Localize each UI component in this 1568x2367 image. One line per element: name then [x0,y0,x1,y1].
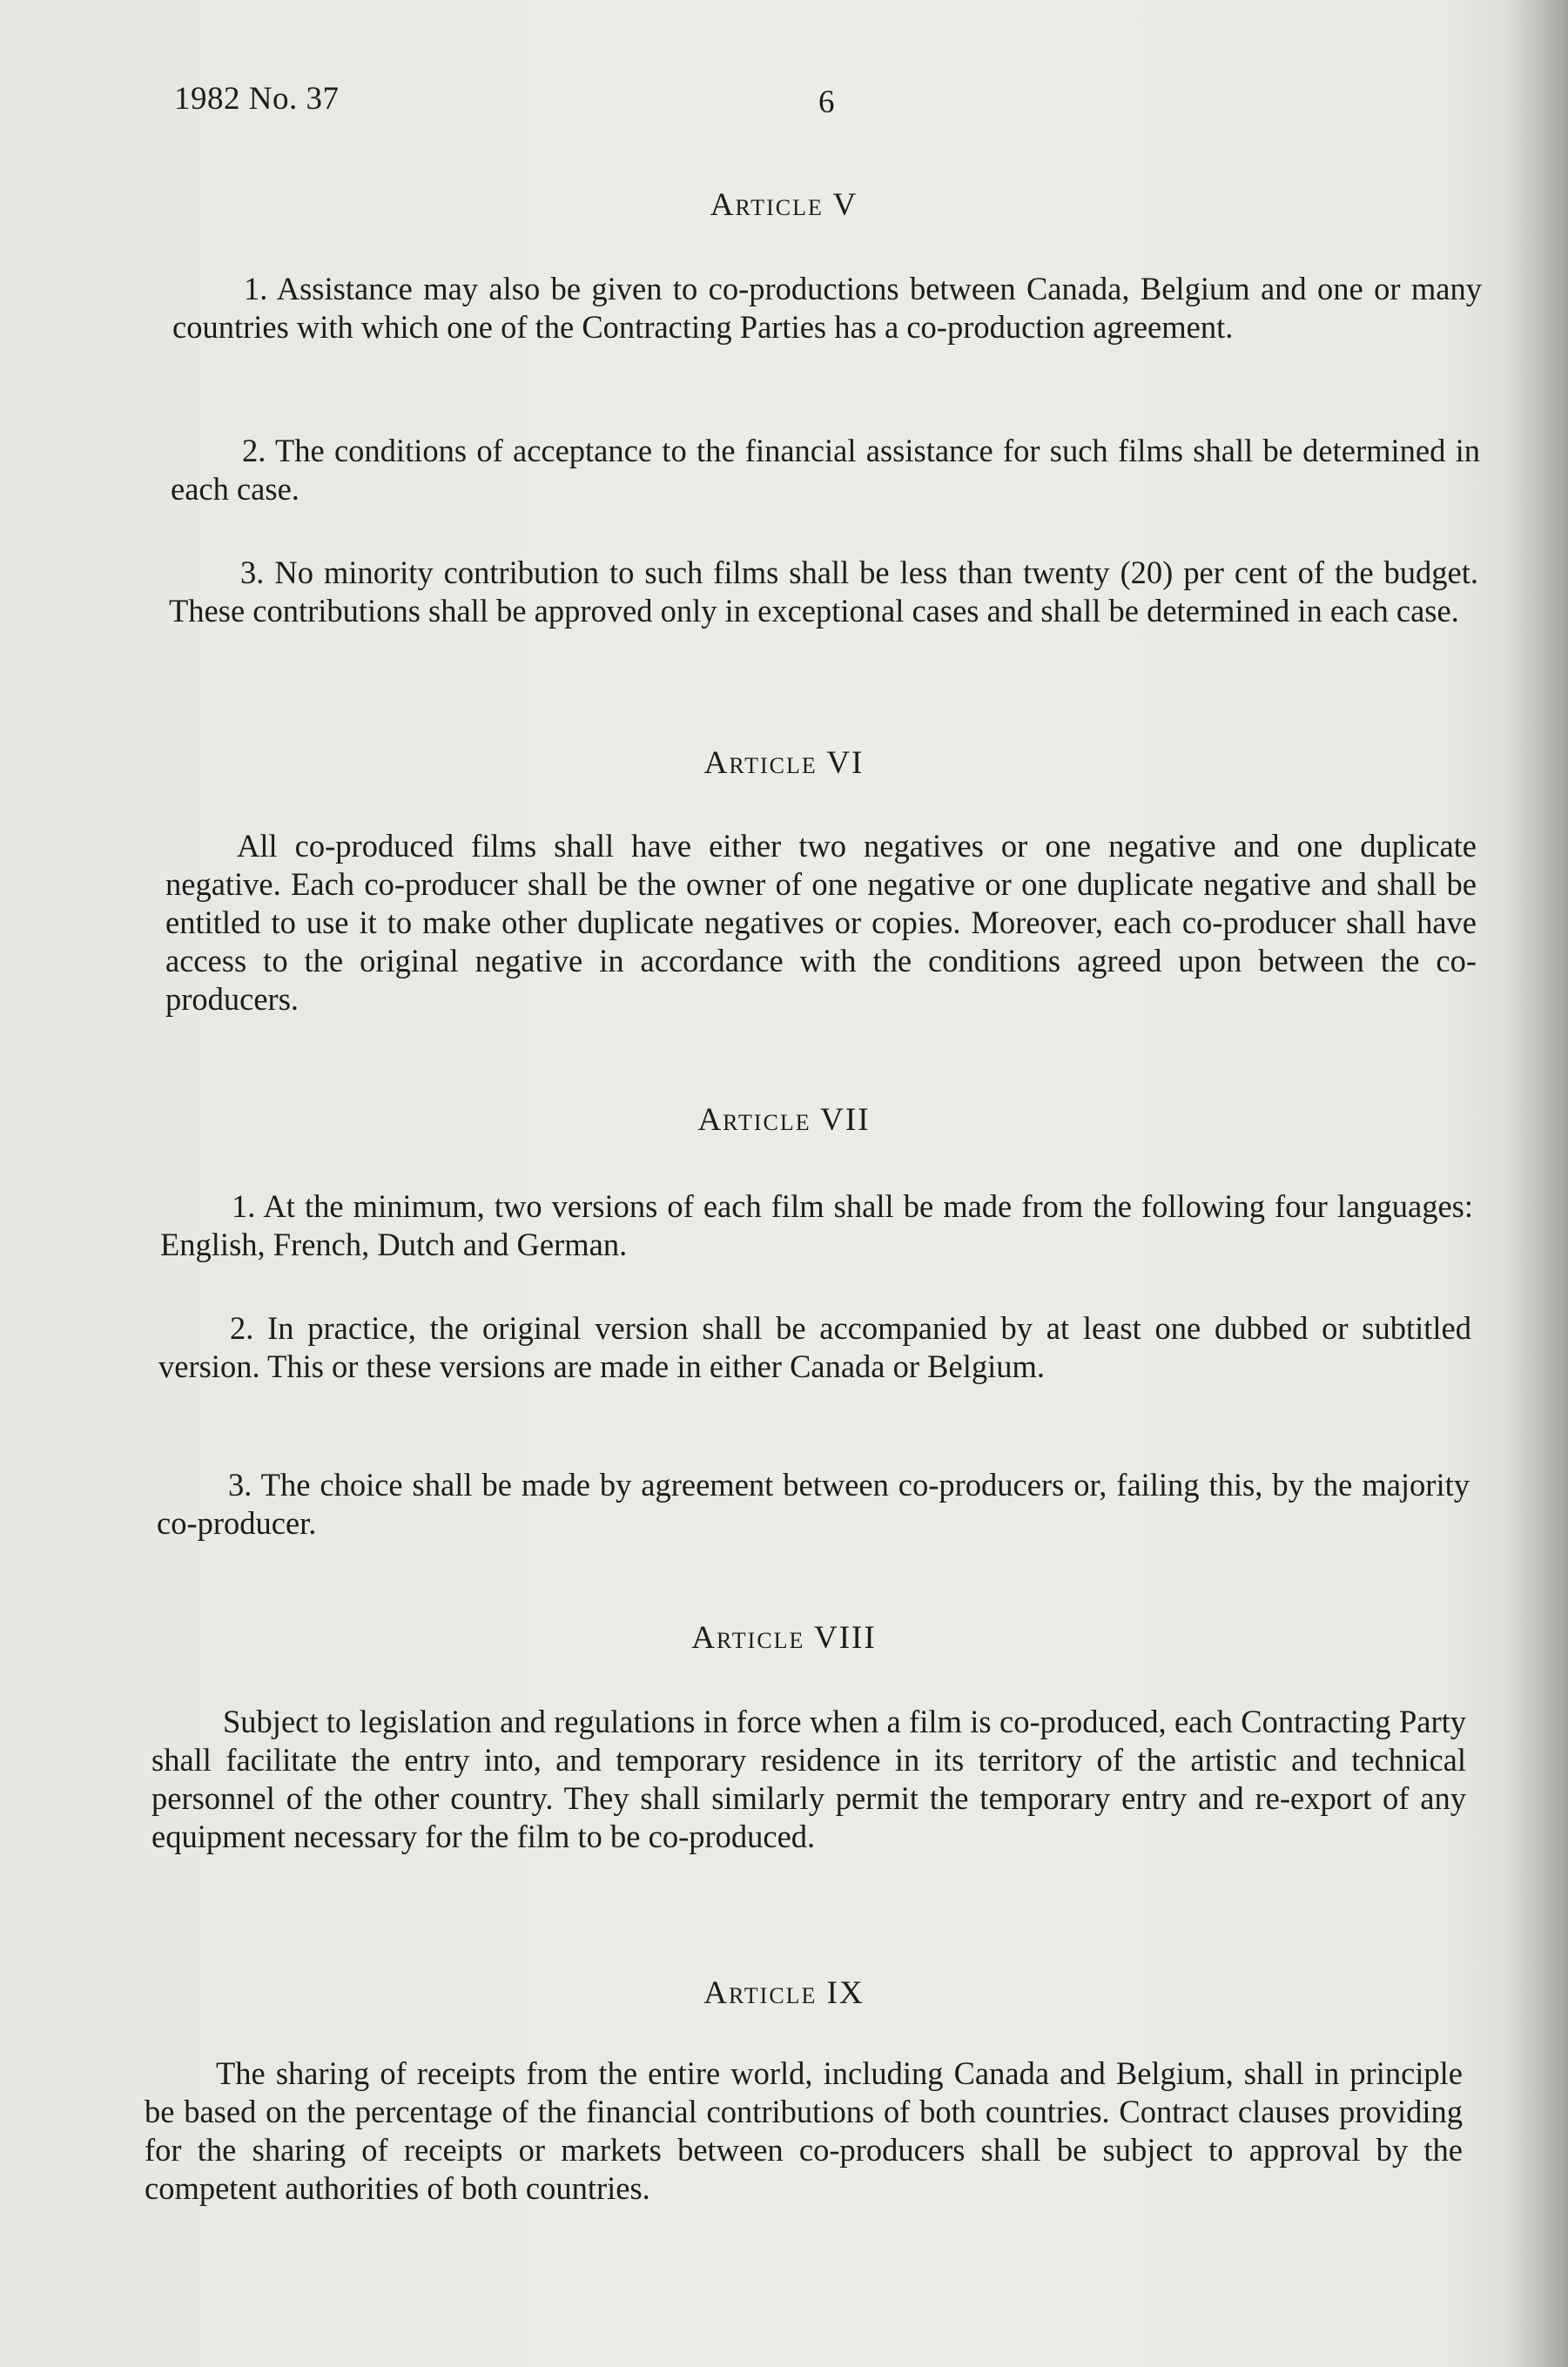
statute-reference: 1982 No. 37 [174,81,340,117]
article-vi-paragraph-1: All co-produced films shall have either two negatives or one negative and one duplicate negative. Each co-producer shall be the owner of one negative or one duplicate negative and shall be entitled to use it to make other duplicate negatives or copies. Moreover, each co-producer shall have access to the original negative in accordance with the conditions agreed upon between the co-producers. [165,828,1477,1017]
article-v-paragraph-3: 3. No minority contribution to such films shall be less than twenty (20) per cent of the budget. These contributions shall be approved only in exceptional cases and shall be determined in each case. [169,555,1478,629]
article-v-paragraph-1: 1. Assistance may also be given to co-productions between Canada, Belgium and one or many countries with which one of the Contracting Parties has a co-production agreement. [172,271,1482,345]
article-heading-viii: Article VIII [691,1620,877,1656]
article-vii-paragraph-2: 2. In practice, the original version shall be accompanied by at least one dubbed or subtitled version. This or these versions are made in either Canada or Belgium. [158,1310,1471,1384]
article-heading-ix: Article IX [703,1975,865,2011]
article-ix-paragraph-1: The sharing of receipts from the entire world, including Canada and Belgium, shall in principle be based on the percentage of the financial contributions of both countries. Contract clauses providing for the sharing of receipts or markets between co-producers shall be subject to approval by the competent authorities of both countries. [145,2055,1463,2206]
article-heading-v: Article V [710,187,858,223]
article-vii-paragraph-1: 1. At the minimum, two versions of each film shall be made from the following four languages: English, French, Dutch and German. [160,1188,1473,1262]
article-heading-vi: Article VI [703,745,865,781]
binding-shadow [1507,0,1568,2367]
page-number: 6 [818,84,835,120]
article-vii-paragraph-3: 3. The choice shall be made by agreement between co-producers or, failing this, by the majority co-producer. [157,1467,1470,1541]
article-heading-vii: Article VII [697,1102,871,1138]
article-v-paragraph-2: 2. The conditions of acceptance to the financial assistance for such films shall be determined in each case. [171,433,1480,507]
article-viii-paragraph-1: Subject to legislation and regulations in force when a film is co-produced, each Contracting Party shall facilitate the entry into, and temporary residence in its territory of the artistic and technical personnel of the other country. They shall similarly permit the temporary entry and re-export of any equipment necessary for the film to be co-produced. [151,1704,1466,1854]
